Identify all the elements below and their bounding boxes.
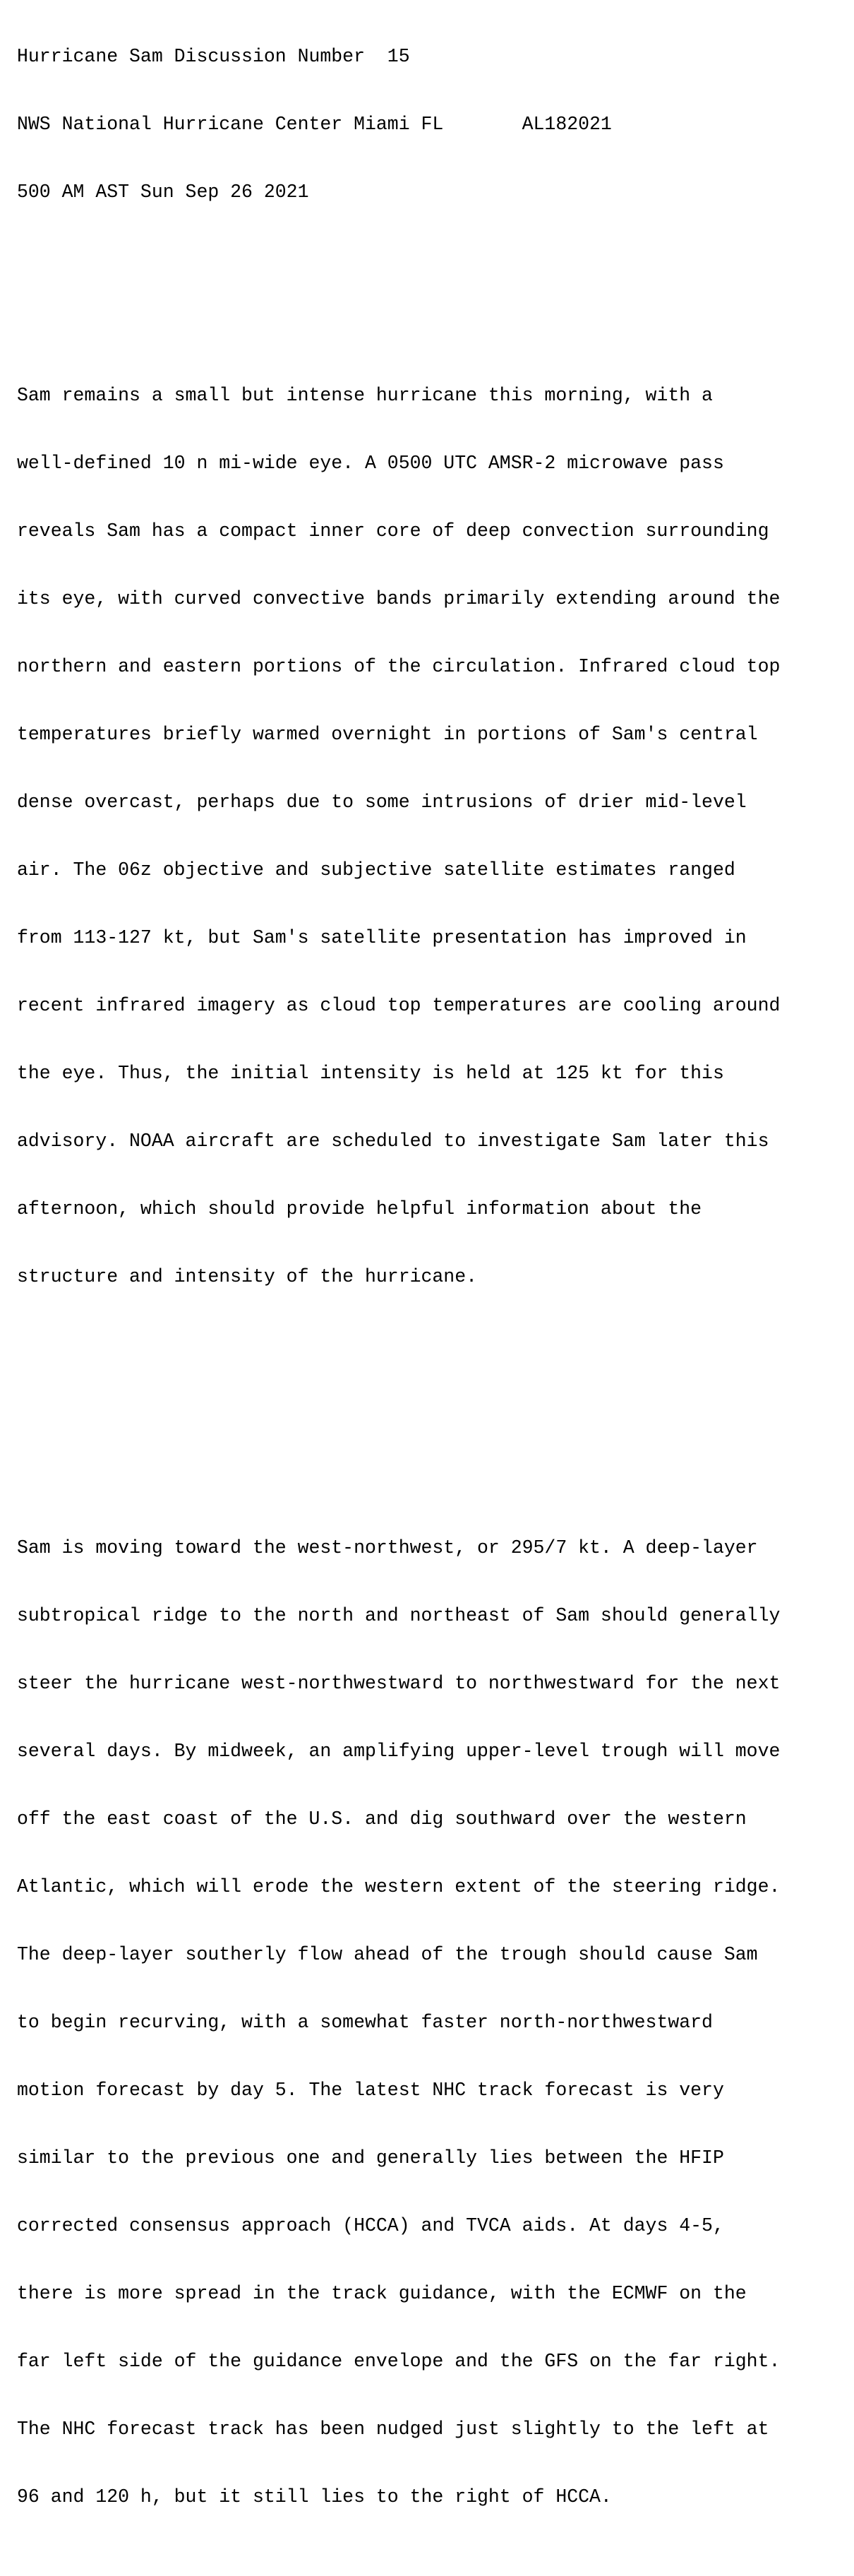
paragraph-intensity	[17, 339, 850, 1333]
text-line: off the east coast of the U.S. and dig southward over the western	[17, 1808, 747, 1830]
text-line: the eye. Thus, the initial intensity is held at 125 kt for this	[17, 1063, 724, 1084]
issuing-office: NWS National Hurricane Center Miami FL AL182021	[17, 114, 612, 135]
text-line: advisory. NOAA aircraft are scheduled to investigate Sam later this	[17, 1131, 769, 1152]
discussion-document	[17, 0, 850, 2576]
paragraph-spacer	[17, 249, 850, 271]
text-line: dense overcast, perhaps due to some intrusions of drier mid-level	[17, 792, 747, 813]
text-line: there is more spread in the track guidance, with the ECMWF on the	[17, 2283, 747, 2304]
text-line: structure and intensity of the hurricane.	[17, 1266, 478, 1287]
text-line: temperatures briefly warmed overnight in portions of Sam's central	[17, 724, 758, 745]
paragraph-spacer	[17, 1401, 850, 1424]
paragraph-track	[17, 1491, 850, 2553]
text-line: subtropical ridge to the north and northeast of Sam should generally	[17, 1605, 781, 1626]
text-line: Sam is moving toward the west-northwest, or 295/7 kt. A deep-layer	[17, 1537, 758, 1558]
text-line: far left side of the guidance envelope and the GFS on the far right.	[17, 2351, 781, 2372]
text-line: from 113-127 kt, but Sam's satellite presentation has improved in	[17, 927, 747, 948]
text-line: its eye, with curved convective bands primarily extending around the	[17, 588, 781, 609]
text-line: northern and eastern portions of the circulation. Infrared cloud top	[17, 656, 781, 677]
text-line: Atlantic, which will erode the western extent of the steering ridge.	[17, 1876, 781, 1897]
text-line: The NHC forecast track has been nudged just slightly to the left at	[17, 2419, 769, 2440]
text-line: well-defined 10 n mi-wide eye. A 0500 UTC AMSR-2 microwave pass	[17, 453, 724, 474]
text-line: to begin recurving, with a somewhat faster north-northwestward	[17, 2012, 713, 2033]
discussion-title: Hurricane Sam Discussion Number 15	[17, 46, 410, 67]
text-line: recent infrared imagery as cloud top temperatures are cooling around	[17, 995, 781, 1016]
text-line: similar to the previous one and generally lies between the HFIP	[17, 2147, 724, 2169]
text-line: several days. By midweek, an amplifying upper-level trough will move	[17, 1741, 781, 1762]
text-line: Sam remains a small but intense hurricane this morning, with a	[17, 385, 713, 406]
text-line: motion forecast by day 5. The latest NHC track forecast is very	[17, 2080, 724, 2101]
text-line: corrected consensus approach (HCCA) and TVCA aids. At days 4-5,	[17, 2215, 724, 2236]
issue-datetime: 500 AM AST Sun Sep 26 2021	[17, 181, 309, 203]
text-line: reveals Sam has a compact inner core of deep convection surrounding	[17, 520, 769, 542]
text-line: air. The 06z objective and subjective satellite estimates ranged	[17, 859, 735, 881]
text-line: afternoon, which should provide helpful information about the	[17, 1198, 702, 1220]
text-line: steer the hurricane west-northwestward to northwestward for the next	[17, 1673, 781, 1694]
text-line: 96 and 120 h, but it still lies to the right of HCCA.	[17, 2486, 612, 2508]
text-line: The deep-layer southerly flow ahead of the trough should cause Sam	[17, 1944, 758, 1965]
